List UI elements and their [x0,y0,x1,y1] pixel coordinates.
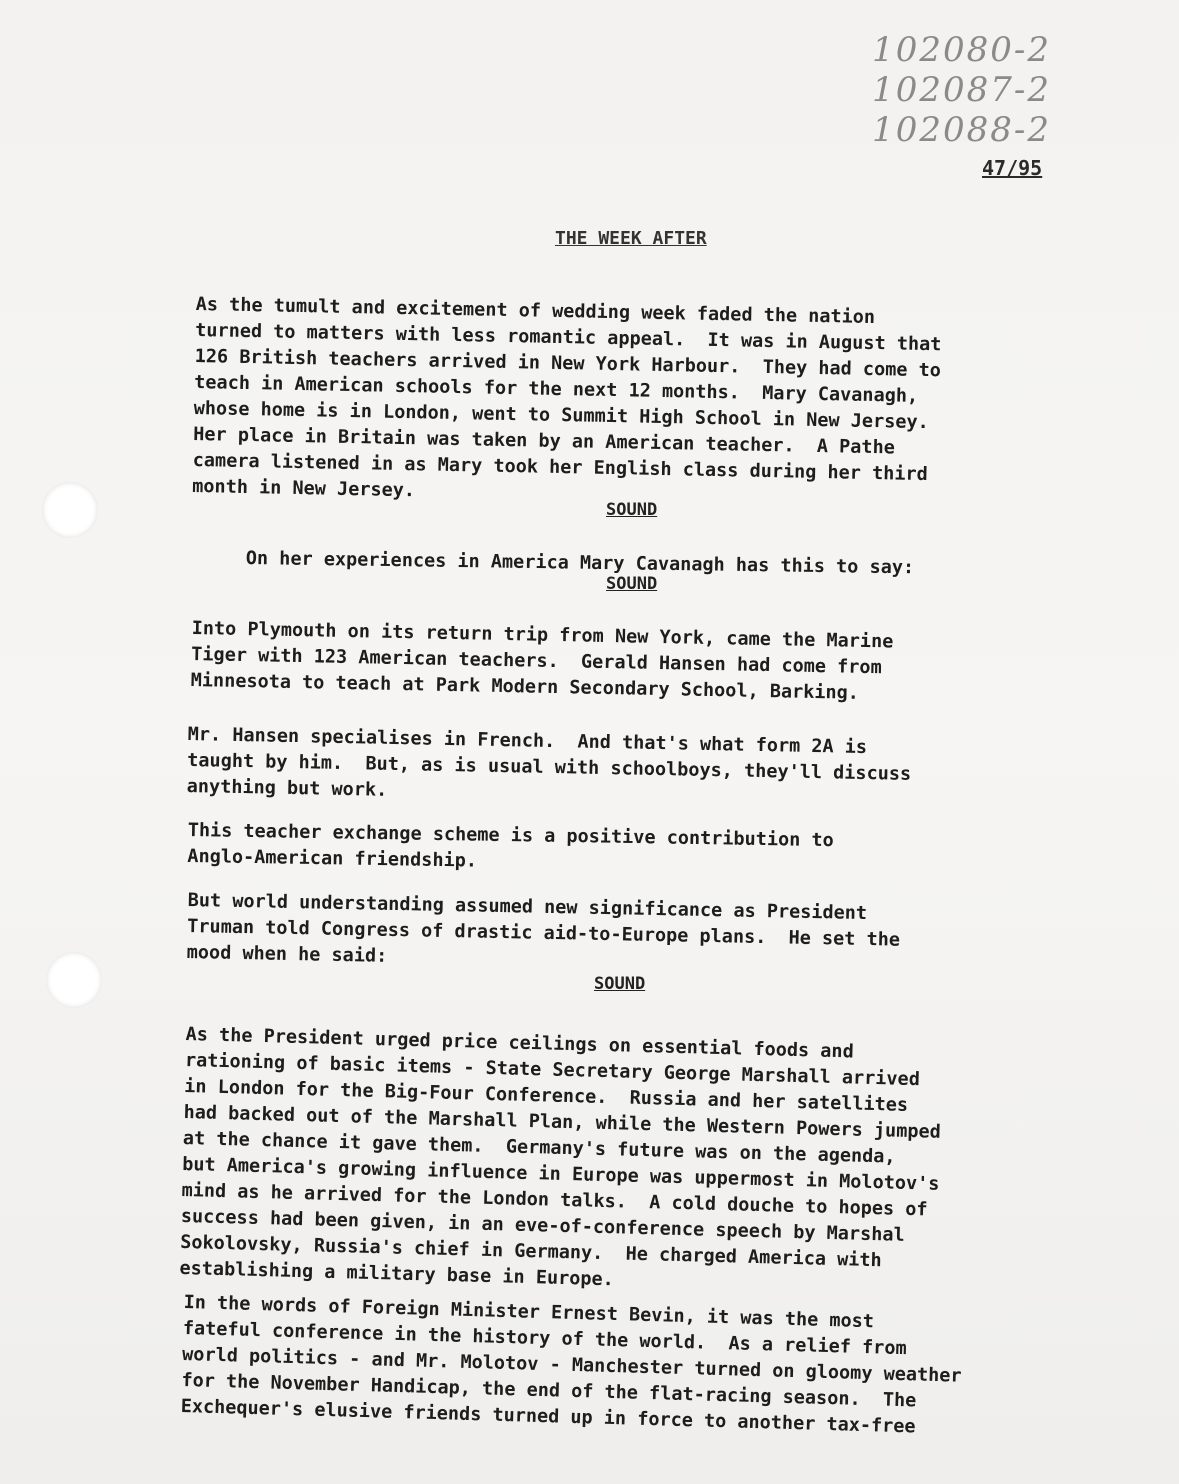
handwritten-number: 102087-2 [872,70,1051,110]
paragraph-exchange-scheme: This teacher exchange scheme is a positive contribution to Anglo-American friendship. [187,819,834,872]
punch-hole [46,952,102,1008]
document-title: THE WEEK AFTER [555,228,707,249]
handwritten-number: 102080-2 [872,30,1051,70]
handwritten-reference-numbers [872,30,1051,150]
paragraph-teachers-arrive: As the tumult and excitement of wedding week faded the nation turned to matters with less romantic appeal. It was in August that 126 British teachers arrived in New York Harbour. They had come to teach in American schools for the next 12 months. Mary Cavanagh, whose home is in London, went to Summit High School in New Jersey. Her place in Britain was taken by an American teacher. A Pathe camera listened in as Mary took her English class during her third month in New Jersey. [192,293,942,502]
sound-cue: SOUND [606,500,658,520]
paragraph-experiences: On her experiences in America Mary Cavanagh has this to say: [245,548,915,579]
sound-cue: SOUND [594,974,646,994]
paragraph-november-handicap: In the words of Foreign Minister Ernest Bevin, it was the most fateful conference in the history of the world. As a relief from world politics - and Mr. Molotov - Manchester turned on gloomy weather for the November Handicap, the end of the flat-racing season. The Exchequer's elusive friends turned up in force to another tax-free [180,1291,962,1438]
handwritten-number: 102088-2 [872,110,1051,150]
punch-hole [42,482,98,538]
reference-number: 47/95 [982,156,1043,180]
paragraph-mr-hansen: Mr. Hansen specialises in French. And that's what form 2A is taught by him. But, as is usual with schoolboys, they'll discuss anything but work. [186,723,912,801]
paragraph-big-four-conference: As the President urged price ceilings on essential foods and rationing of basic items - State Secretary George Marshall arrived in London for the Big-Four Conference. Russia and her satellites had backed out of the Marshall Plan, while the Western Powers jumped at the chance it gave them. Germany's future was on the agenda, but America's growing influence in Europe was uppermost in Molotov's mind as he arrived for the London talks. A cold douche to hopes of success had been given, in an eve-of-conference speech by Marshal Sokolovsky, Russia's chief in Germany. He charged America with establishing a military base in Europe. [179,1023,942,1291]
paragraph-world-understanding: But world understanding assumed new significance as President Truman told Congress of drastic aid-to-Europe plans. He set the mood when he said: [186,889,901,967]
sound-cue: SOUND [606,574,658,594]
paragraph-marine-tiger: Into Plymouth on its return trip from New York, came the Marine Tiger with 123 American teachers. Gerald Hansen had come from Minnesota to teach at Park Modern Secondary School, Barking. [190,617,894,704]
